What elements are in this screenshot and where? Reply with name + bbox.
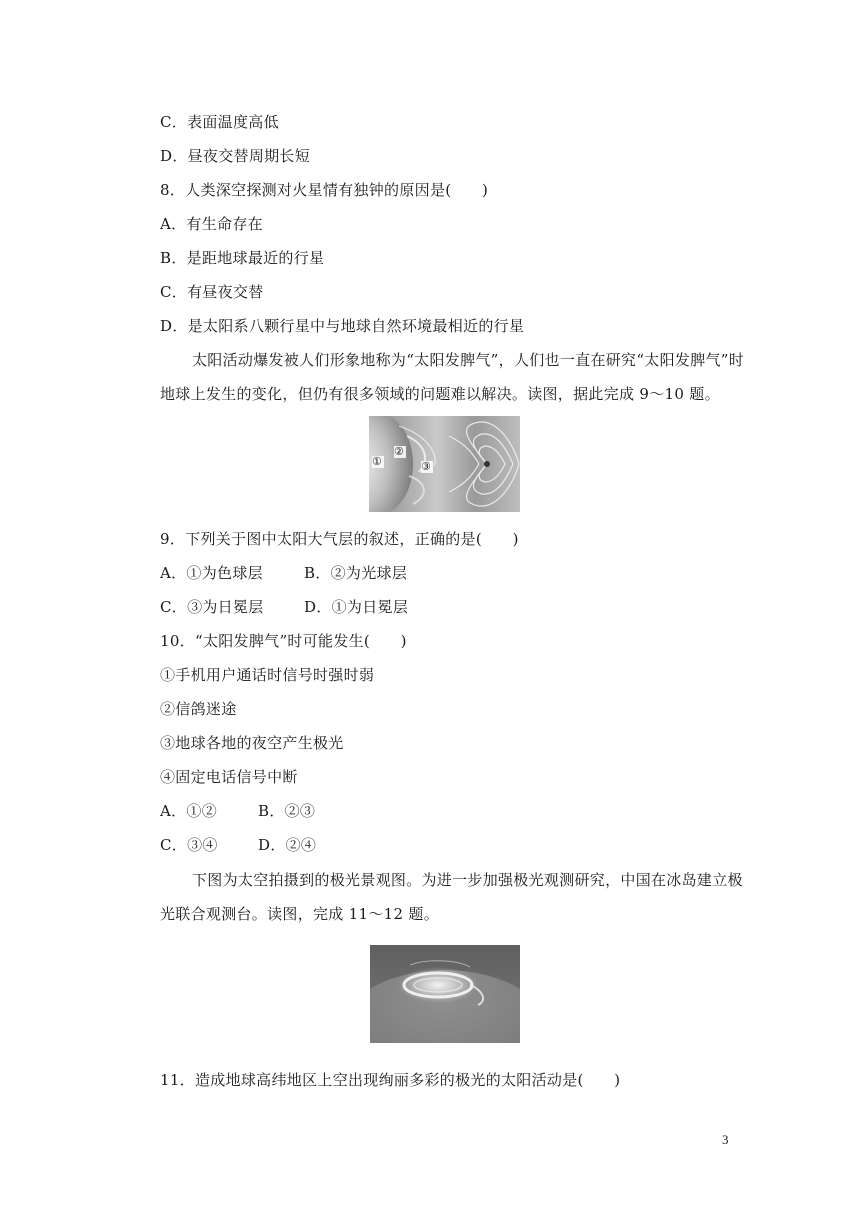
- q7-option-d: D．昼夜交替周期长短: [160, 147, 311, 165]
- q10-stem: 10．“太阳发脾气”时可能发生( ): [160, 632, 407, 650]
- aurora-space-photo: [370, 945, 520, 1043]
- q10-item-3: ③地球各地的夜空产生极光: [160, 734, 344, 752]
- q10-option-c: C．③④: [160, 836, 218, 854]
- passage2-line2: 光联合观测台。读图，完成 11～12 题。: [160, 905, 440, 923]
- q7-option-c: C．表面温度高低: [160, 113, 279, 131]
- q10-option-b: B．②③: [258, 802, 316, 820]
- passage1-line1: 太阳活动爆发被人们形象地称为“太阳发脾气”，人们也一直在研究“太阳发脾气”时: [192, 351, 745, 369]
- q11-stem: 11．造成地球高纬地区上空出现绚丽多彩的极光的太阳活动是( ): [160, 1071, 621, 1089]
- figure1-label-1: ①: [372, 455, 382, 468]
- q10-item-4: ④固定电话信号中断: [160, 768, 298, 786]
- q9-option-c: C．③为日冕层: [160, 598, 264, 616]
- q9-option-b: B．②为光球层: [304, 564, 408, 582]
- q8-option-b: B．是距地球最近的行星: [160, 249, 325, 267]
- q10-option-d: D．②④: [258, 836, 317, 854]
- q8-option-d: D．是太阳系八颗行星中与地球自然环境最相近的行星: [160, 317, 525, 335]
- page-number: 3: [722, 1132, 729, 1147]
- q8-option-c: C．有昼夜交替: [160, 283, 264, 301]
- q8-option-a: A．有生命存在: [160, 215, 263, 233]
- q8-stem: 8．人类深空探测对火星情有独钟的原因是( ): [160, 181, 489, 199]
- sun-earth-magnetosphere-figure: [369, 416, 520, 512]
- q9-stem: 9．下列关于图中太阳大气层的叙述，正确的是( ): [160, 530, 519, 548]
- figure1-label-3: ③: [421, 460, 431, 473]
- figure1-label-2: ②: [394, 445, 404, 458]
- q9-option-a: A．①为色球层: [160, 564, 263, 582]
- q9-option-d: D．①为日冕层: [304, 598, 409, 616]
- q10-item-2: ②信鸽迷途: [160, 700, 237, 718]
- passage1-line2: 地球上发生的变化，但仍有很多领域的问题难以解决。读图，据此完成 9～10 题。: [160, 385, 720, 403]
- q10-option-a: A．①②: [160, 802, 218, 820]
- q10-item-1: ①手机用户通话时信号时强时弱: [160, 666, 375, 684]
- passage2-line1: 下图为太空拍摄到的极光景观图。为进一步加强极光观测研究，中国在冰岛建立极: [192, 871, 743, 889]
